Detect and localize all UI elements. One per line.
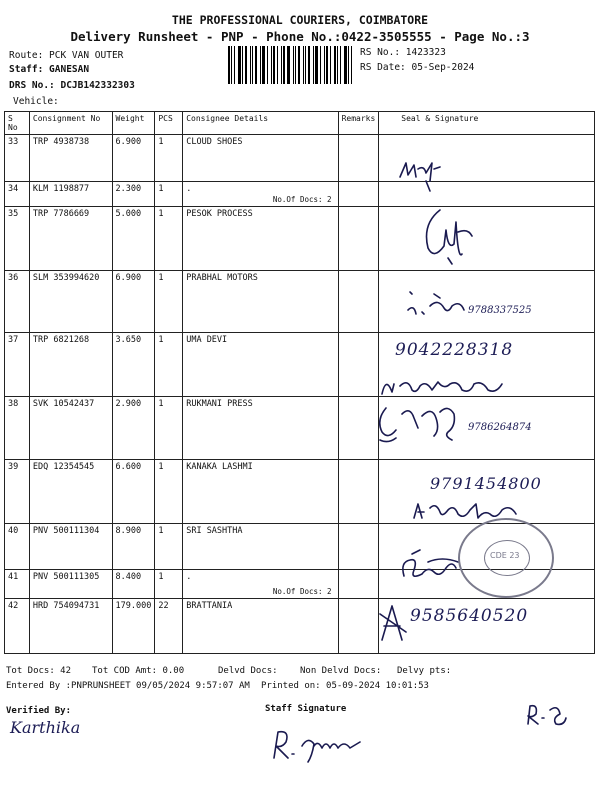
cell-consignee: SRI SASHTHA — [183, 523, 338, 569]
table-header-row — [5, 112, 595, 135]
barcode-bar — [295, 46, 296, 84]
col-header-consignment: Consignment No — [29, 112, 112, 135]
barcode-bar — [262, 46, 265, 84]
company-seal-stamp — [458, 518, 554, 598]
cell-remarks — [338, 207, 379, 271]
cell-remarks — [338, 397, 379, 459]
cell-weight: 8.400 — [112, 569, 155, 598]
barcode-bar — [320, 46, 321, 84]
signature-scribble-42 — [378, 602, 408, 646]
cell-sno: 40 — [5, 523, 30, 569]
cell-pcs: 1 — [155, 459, 183, 523]
cell-remarks — [338, 271, 379, 333]
docs-count: No.Of Docs: 2 — [272, 195, 332, 205]
cell-remarks — [338, 182, 379, 207]
table-row — [5, 135, 595, 182]
cell-consignment: HRD 754094731 — [29, 598, 112, 653]
cell-signature — [379, 207, 595, 271]
cell-weight: 6.900 — [112, 135, 155, 182]
barcode-bar — [326, 46, 328, 84]
barcode-bar — [242, 46, 243, 84]
signature-scribble-40 — [398, 542, 464, 586]
signature-scribble-37 — [378, 372, 518, 398]
cell-pcs: 1 — [155, 523, 183, 569]
barcode-bar — [313, 46, 314, 84]
cell-sno: 34 — [5, 182, 30, 207]
barcode-bar — [324, 46, 325, 84]
handwritten-phone-37: 9042228318 — [395, 340, 514, 360]
barcode-bar — [303, 46, 304, 84]
consignee-text: . — [186, 571, 192, 582]
cell-sno: 37 — [5, 333, 30, 397]
barcode — [228, 46, 356, 84]
cell-sno: 42 — [5, 598, 30, 653]
cell-pcs: 1 — [155, 397, 183, 459]
vehicle-label: Vehicle: — [13, 96, 59, 107]
route-label: Route: PCK VAN OUTER — [9, 50, 124, 61]
cell-sno: 36 — [5, 271, 30, 333]
cell-remarks — [338, 598, 379, 653]
cell-consignment: TRP 7786669 — [29, 207, 112, 271]
barcode-bar — [267, 46, 268, 84]
cell-sno: 35 — [5, 207, 30, 271]
consignee-text: . — [186, 184, 192, 195]
barcode-bar — [334, 46, 336, 84]
cell-weight: 6.900 — [112, 271, 155, 333]
stamp-text: CDE 23 — [490, 551, 520, 560]
cell-pcs: 1 — [155, 207, 183, 271]
col-header-remarks: Remarks — [338, 112, 379, 135]
handwritten-phone-39: 9791454800 — [430, 474, 542, 493]
barcode-bar — [228, 46, 230, 84]
cell-consignee: KANAKA LASHMI — [183, 459, 338, 523]
col-header-weight: Weight — [112, 112, 155, 135]
barcode-bar — [260, 46, 261, 84]
cell-pcs: 1 — [155, 135, 183, 182]
barcode-bar — [337, 46, 338, 84]
signature-scribble-38 — [374, 400, 464, 450]
cell-pcs: 1 — [155, 182, 183, 207]
delivery-points: Delvy pts: — [397, 666, 452, 676]
cell-weight: 179.000 — [112, 598, 155, 653]
entered-by: Entered By :PNPRUNSHEET 09/05/2024 9:57:07 AM — [6, 681, 250, 691]
barcode-bar — [273, 46, 275, 84]
cell-pcs: 22 — [155, 598, 183, 653]
staff-signature-scribble — [268, 726, 368, 764]
staff-signature-label: Staff Signature — [265, 704, 347, 714]
barcode-bar — [277, 46, 278, 84]
cell-pcs: 1 — [155, 271, 183, 333]
barcode-bar — [271, 46, 272, 84]
cell-weight: 2.900 — [112, 397, 155, 459]
table-row — [5, 182, 595, 207]
table-row — [5, 207, 595, 271]
cell-consignee — [183, 569, 338, 598]
barcode-bar — [252, 46, 253, 84]
rs-date: RS Date: 05-Sep-2024 — [360, 62, 475, 73]
cell-consignee: PRABHAL MOTORS — [183, 271, 338, 333]
cell-remarks — [338, 523, 379, 569]
verifier-signature: Karthika — [10, 718, 81, 737]
total-docs: Tot Docs: 42 — [6, 666, 72, 676]
barcode-bar — [344, 46, 347, 84]
cell-consignee: CLOUD SHOES — [183, 135, 338, 182]
barcode-bar — [281, 46, 282, 84]
cell-weight: 6.600 — [112, 459, 155, 523]
cell-sno: 41 — [5, 569, 30, 598]
total-cod-amount: Tot COD Amt: 0.00 — [92, 666, 185, 676]
cell-remarks — [338, 459, 379, 523]
barcode-bar — [298, 46, 300, 84]
handwritten-phone-42: 9585640520 — [410, 606, 529, 626]
cell-consignment: TRP 6821268 — [29, 333, 112, 397]
rs-number: RS No.: 1423323 — [360, 47, 446, 58]
signature-scribble-34 — [396, 155, 446, 195]
cell-consignment: PNV 500111304 — [29, 523, 112, 569]
cell-consignment: TRP 4938738 — [29, 135, 112, 182]
runsheet-title: Delivery Runsheet - PNP - Phone No.:0422-3505555 - Page No.:3 — [70, 29, 530, 44]
cell-consignment: KLM 1198877 — [29, 182, 112, 207]
col-header-consignee: Consignee Details — [183, 112, 338, 135]
non-delivered-docs: Non Delvd Docs: — [300, 666, 382, 676]
barcode-bar — [231, 46, 232, 84]
docs-count: No.Of Docs: 2 — [272, 586, 332, 596]
cell-sno: 33 — [5, 135, 30, 182]
signature-scribble-36 — [404, 284, 474, 324]
cell-consignment: PNV 500111305 — [29, 569, 112, 598]
cell-consignment: EDQ 12354545 — [29, 459, 112, 523]
drs-number: DRS No.: DCJB142332303 — [9, 80, 135, 91]
cell-sno: 39 — [5, 459, 30, 523]
initials-scribble — [522, 700, 570, 728]
barcode-bar — [308, 46, 310, 84]
cell-weight: 5.000 — [112, 207, 155, 271]
barcode-bar — [245, 46, 247, 84]
cell-consignee: RUKMANI PRESS — [183, 397, 338, 459]
barcode-bar — [340, 46, 341, 84]
cell-weight: 8.900 — [112, 523, 155, 569]
table-row — [5, 271, 595, 333]
barcode-bar — [348, 46, 349, 84]
signature-scribble-35 — [418, 200, 476, 268]
barcode-bar — [330, 46, 331, 84]
barcode-bar — [255, 46, 257, 84]
cell-consignee: PESOK PROCESS — [183, 207, 338, 271]
verified-by-label: Verified By: — [6, 706, 72, 716]
printed-on: Printed on: 05-09-2024 10:01:53 — [261, 681, 429, 691]
barcode-bar — [234, 46, 235, 84]
col-header-sno: S No — [5, 112, 30, 135]
cell-pcs: 1 — [155, 333, 183, 397]
cell-remarks — [338, 333, 379, 397]
barcode-bar — [250, 46, 251, 84]
delivered-docs: Delvd Docs: — [218, 666, 278, 676]
handwritten-phone-36: 9788337525 — [468, 305, 532, 316]
barcode-bar — [315, 46, 318, 84]
cell-consignee — [183, 182, 338, 207]
staff-label: Staff: GANESAN — [9, 64, 90, 75]
barcode-bar — [283, 46, 285, 84]
cell-weight: 3.650 — [112, 333, 155, 397]
cell-consignment: SLM 353994620 — [29, 271, 112, 333]
cell-consignee: BRATTANIA — [183, 598, 338, 653]
cell-pcs: 1 — [155, 569, 183, 598]
cell-sno: 38 — [5, 397, 30, 459]
cell-remarks — [338, 135, 379, 182]
barcode-bar — [351, 46, 352, 84]
cell-weight: 2.300 — [112, 182, 155, 207]
cell-remarks — [338, 569, 379, 598]
barcode-bar — [238, 46, 241, 84]
barcode-bar — [287, 46, 290, 84]
cell-consignee: UMA DEVI — [183, 333, 338, 397]
company-title: THE PROFESSIONAL COURIERS, COIMBATORE — [171, 13, 429, 27]
col-header-signature: Seal & Signature — [379, 112, 595, 135]
barcode-bar — [305, 46, 306, 84]
barcode-bar — [293, 46, 294, 84]
handwritten-phone-38: 9786264874 — [468, 422, 532, 433]
col-header-pcs: PCS — [155, 112, 183, 135]
cell-consignment: SVK 10542437 — [29, 397, 112, 459]
